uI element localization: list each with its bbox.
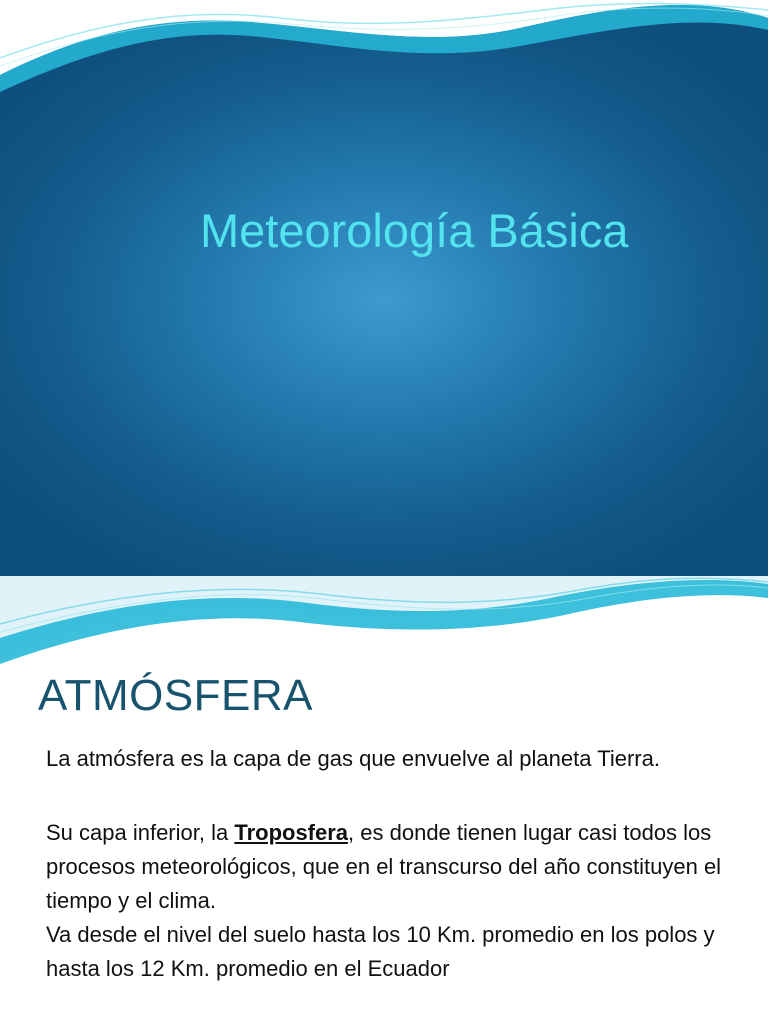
troposfera-term: Troposfera [234, 820, 349, 845]
slide-title-text: Meteorología Básica [200, 204, 629, 257]
paragraph-troposfera-suffix: , es donde tienen lugar casi todos los procesos meteorológicos, que en el transcurso del año constituyen el tiempo y el clima. [46, 820, 722, 913]
decorative-wave-top [0, 0, 768, 95]
paragraph-troposfera [46, 816, 746, 918]
paragraph-troposfera-prefix: Su capa inferior, la [46, 820, 235, 845]
slide-heading: ATMÓSFERA [38, 671, 314, 720]
paragraph-altitude: Va desde el nivel del suelo hasta los 10 Km. promedio en los polos y hasta los 12 Km. promedio en el Ecuador [46, 922, 715, 981]
decorative-wave-header [0, 576, 768, 666]
paragraph-definition: La atmósfera es la capa de gas que envuelve al planeta Tierra. [46, 746, 660, 771]
slide-body [46, 742, 746, 986]
slide-atmosfera [0, 576, 768, 1024]
